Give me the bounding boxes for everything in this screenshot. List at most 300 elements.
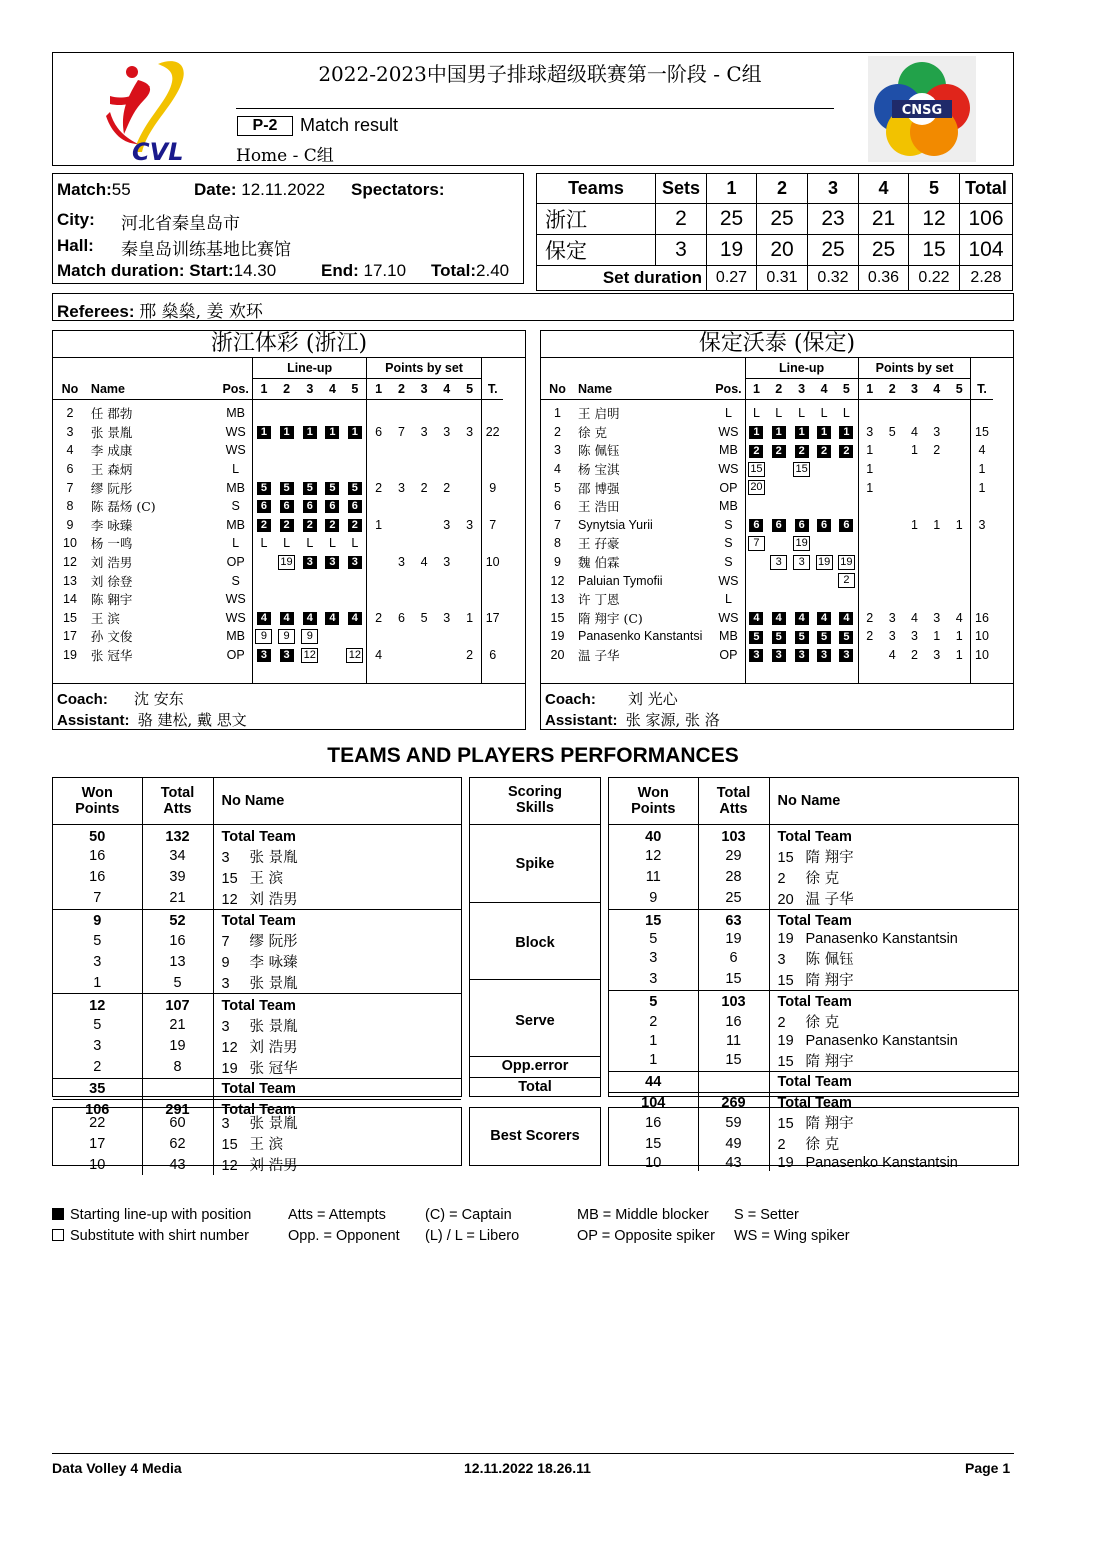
- lineup-cell: [813, 441, 835, 460]
- total-attempts: 107: [142, 994, 213, 1015]
- won-points: 40: [645, 828, 662, 845]
- lineup-cell: [253, 534, 275, 553]
- lineup-cell: [813, 516, 835, 535]
- set-points: [367, 627, 390, 646]
- player-name-cell: [213, 930, 461, 951]
- player-number: 6: [66, 462, 74, 477]
- set-points: [925, 534, 948, 553]
- away-atts-header-2: Atts: [719, 801, 748, 817]
- set-points: 3: [466, 517, 474, 532]
- total-attempts: 63: [698, 909, 769, 930]
- referees-names: 邢 燊燊, 姜 欢环: [139, 302, 263, 322]
- lineup-cell: [813, 534, 835, 553]
- lineup-cell: [835, 460, 858, 479]
- lineup-cell: [790, 553, 813, 572]
- set-points: [435, 441, 458, 460]
- lineup-cell: [813, 627, 835, 646]
- home-coach-label: Coach:: [57, 691, 108, 708]
- libero-marker: L: [798, 406, 806, 421]
- player-number: 15: [63, 610, 77, 625]
- lineup-cell: [298, 571, 321, 590]
- lineup-cell: [790, 609, 813, 628]
- starting-position-marker: 6: [772, 519, 786, 532]
- player-name-cell: [769, 888, 1018, 910]
- player-name-cell: [213, 951, 461, 972]
- lineup-cell: [813, 400, 835, 423]
- player-stat-row: [53, 888, 461, 910]
- set-points: 3: [443, 555, 451, 570]
- lineup-cell: [745, 609, 767, 628]
- lineup-cell: [298, 497, 321, 516]
- lineup-cell: [275, 609, 298, 628]
- start-label: Start:: [189, 261, 234, 280]
- starting-position-marker: 2: [348, 519, 362, 532]
- lineup-cell: [298, 460, 321, 479]
- player-name: 徐 克: [805, 1015, 840, 1031]
- player-number: 19: [777, 930, 794, 947]
- set-points: [904, 590, 926, 609]
- won-points: 22: [89, 1114, 106, 1131]
- score-cell: 25: [808, 235, 859, 266]
- set-points: [367, 400, 390, 423]
- player-name-cell: [213, 1108, 461, 1133]
- set-points: 1: [933, 629, 941, 644]
- won-points: 17: [89, 1135, 106, 1152]
- player-row: [541, 590, 1013, 609]
- set-points: 1: [858, 460, 881, 479]
- player-number: 15: [777, 1116, 794, 1132]
- player-total: [971, 590, 993, 609]
- footer-page: Page 1: [965, 1460, 1011, 1476]
- player-name: Total Team: [777, 1094, 852, 1111]
- player-name-cell: [769, 969, 1018, 991]
- score-cell: 19: [707, 235, 757, 266]
- set-points: 1: [911, 517, 918, 532]
- won-points: 1: [93, 974, 102, 991]
- total-attempts: 21: [142, 888, 213, 910]
- player-total: 15: [971, 423, 993, 442]
- score-header: 1: [707, 174, 757, 204]
- skill-serve: Serve: [515, 1013, 555, 1029]
- player-name: 李 成康: [90, 443, 133, 459]
- total-attempts: 15: [698, 1050, 769, 1072]
- player-name: 邵 博强: [578, 480, 620, 496]
- starting-position-marker: 2: [280, 519, 294, 532]
- player-row: [53, 534, 525, 553]
- starting-position-marker: 6: [817, 519, 831, 532]
- player-number: 9: [221, 955, 230, 971]
- player-name: Total Team: [221, 1101, 296, 1118]
- starting-position-marker: 6: [280, 500, 294, 513]
- set-points: [904, 571, 926, 590]
- end-time: 17.10: [363, 261, 407, 280]
- set-points: [413, 571, 435, 590]
- set-points: [458, 441, 481, 460]
- player-name-cell: [213, 1078, 461, 1099]
- set-points: 3: [888, 629, 896, 644]
- lineup-cell: [253, 571, 275, 590]
- player-position: MB: [719, 443, 738, 458]
- set-points: 3: [443, 424, 451, 439]
- player-stat-row: [609, 930, 1018, 948]
- player-name: Total Team: [221, 1080, 296, 1097]
- score-header: Teams: [537, 174, 656, 204]
- player-total: 4: [971, 441, 993, 460]
- player-row: [53, 646, 525, 665]
- player-number: 6: [554, 499, 561, 514]
- player-name: 王 启明: [578, 406, 620, 422]
- total-duration: 2.40: [476, 261, 510, 280]
- lineup-cell: [767, 646, 790, 665]
- player-name-cell: [769, 867, 1018, 888]
- player-position: OP: [719, 480, 738, 495]
- won-points: 5: [93, 1017, 102, 1033]
- player-name: 张 景胤: [249, 849, 298, 866]
- match-number: 55: [111, 180, 131, 199]
- player-name: 刘 浩男: [90, 555, 133, 571]
- set-points: 3: [466, 424, 474, 439]
- lineup-cell: [321, 571, 343, 590]
- player-row: [53, 609, 525, 628]
- total-attempts: 21: [142, 1015, 213, 1036]
- lineup-cell: [321, 441, 343, 460]
- set-points: [390, 646, 413, 665]
- set-points: [904, 534, 926, 553]
- set-points: [458, 478, 481, 497]
- player-stat-row: [53, 930, 461, 951]
- substitute-marker: 20: [748, 480, 765, 495]
- set-points: 1: [955, 629, 963, 644]
- player-name-cell: [769, 1071, 1018, 1092]
- player-number: 20: [550, 648, 565, 663]
- lineup-cell: [835, 571, 858, 590]
- player-row: [53, 460, 525, 479]
- footer-divider: [52, 1453, 1014, 1454]
- set-points: [435, 590, 458, 609]
- score-cell: 25: [757, 204, 808, 235]
- score-cell: 3: [656, 235, 707, 266]
- starting-position-marker: 6: [348, 500, 362, 513]
- player-position: MB: [719, 499, 738, 514]
- end-label: End:: [321, 261, 359, 280]
- set-points: [390, 590, 413, 609]
- starting-position-marker: 5: [772, 631, 786, 644]
- lineup-header: Line-up: [745, 358, 858, 379]
- starting-position-marker: 1: [280, 426, 294, 439]
- set-duration: 0.32: [808, 266, 859, 291]
- set-points: [948, 590, 971, 609]
- away-won-header-2: Points: [631, 801, 676, 817]
- match-info-box: [52, 173, 524, 284]
- player-number: 15: [550, 610, 565, 625]
- player-name: 陈 磊炀 (C): [90, 499, 156, 515]
- lineup-cell: [275, 441, 298, 460]
- won-points: 1: [649, 1032, 658, 1049]
- score-header: Total: [960, 174, 1013, 204]
- score-cell: 106: [960, 204, 1013, 235]
- player-number: 7: [66, 480, 74, 495]
- player-number: 17: [63, 629, 77, 644]
- lineup-cell: [321, 423, 343, 442]
- player-name: Synytsia Yurii: [578, 517, 653, 532]
- starting-position-marker: 5: [749, 631, 763, 644]
- scoring-skills-column: [469, 777, 601, 1097]
- starting-position-marker: 1: [303, 426, 317, 439]
- score-header: 5: [909, 174, 960, 204]
- set-points: 2: [933, 443, 941, 458]
- city-label: City:: [57, 210, 95, 229]
- lineup-cell: [835, 627, 858, 646]
- player-number: 19: [221, 1060, 238, 1077]
- player-total: [971, 553, 993, 572]
- pos-header: Pos.: [219, 379, 252, 400]
- player-total: [481, 590, 503, 609]
- total-attempts: 16: [698, 1011, 769, 1032]
- player-row: [53, 478, 525, 497]
- won-points: 5: [649, 930, 658, 947]
- no-header: No: [541, 379, 574, 400]
- score-header: 3: [808, 174, 859, 204]
- home-best-scorers: [52, 1107, 462, 1174]
- lineup-cell: [343, 553, 366, 572]
- player-name: 张 景胤: [249, 1018, 298, 1035]
- player-name: 王 滨: [249, 1137, 284, 1153]
- lineup-cell: [321, 400, 343, 423]
- won-points: 50: [89, 828, 106, 845]
- set-points: 5: [420, 610, 428, 625]
- lineup-cell: [253, 590, 275, 609]
- lineup-cell: [253, 627, 275, 646]
- set-points: 6: [367, 423, 390, 442]
- starting-position-marker: 1: [257, 426, 271, 439]
- lineup-cell: [343, 646, 366, 665]
- away-name-header: No Name: [769, 778, 1018, 825]
- home-name-header: No Name: [213, 778, 461, 825]
- score-cell: 2: [656, 204, 707, 235]
- lineup-cell: [275, 590, 298, 609]
- starting-position-marker: 2: [749, 445, 763, 458]
- player-number: 3: [221, 1018, 230, 1035]
- player-name: 王 滨: [90, 610, 120, 626]
- player-row: [53, 590, 525, 609]
- player-name-cell: [213, 1057, 461, 1079]
- footer-source: Data Volley 4 Media: [52, 1460, 182, 1476]
- player-number: 13: [550, 592, 565, 607]
- player-position: S: [231, 499, 240, 514]
- lineup-cell: [253, 423, 275, 442]
- player-name-cell: [769, 1011, 1018, 1032]
- player-name-cell: [769, 846, 1018, 867]
- player-total: 6: [481, 646, 503, 665]
- set-points: [948, 534, 971, 553]
- home-atts-header-2: Atts: [163, 801, 192, 817]
- player-position: MB: [226, 480, 246, 495]
- set-points: [904, 553, 926, 572]
- starting-position-marker: 4: [839, 612, 853, 625]
- player-name: 刘 浩男: [249, 1039, 298, 1056]
- player-total: [481, 497, 503, 516]
- total-header: T.: [971, 379, 993, 400]
- team-total-row: [609, 1071, 1018, 1092]
- player-number: 15: [777, 972, 794, 989]
- match-label: Match:: [57, 180, 112, 199]
- set-points: [858, 646, 881, 665]
- total-attempts: 132: [142, 825, 213, 846]
- name-header: Name: [87, 379, 219, 400]
- starting-position-marker: 1: [749, 426, 763, 439]
- player-total: [971, 534, 993, 553]
- score-cell: 25: [707, 204, 757, 235]
- lineup-cell: [298, 423, 321, 442]
- starting-position-marker: 2: [772, 445, 786, 458]
- lineup-cell: [275, 497, 298, 516]
- set-points: [367, 460, 390, 479]
- player-name-cell: [769, 825, 1018, 846]
- player-name: Total Team: [221, 828, 296, 845]
- set-points: [435, 400, 458, 423]
- lineup-cell: [298, 553, 321, 572]
- player-number: 3: [777, 951, 786, 968]
- lineup-cell: [253, 478, 275, 497]
- player-name: Panasenko Kanstantsin: [805, 1154, 958, 1171]
- lineup-cell: [813, 609, 835, 628]
- legend-opp: Opp. = Opponent: [288, 1228, 400, 1244]
- away-won-header-1: Won: [637, 785, 669, 801]
- won-points: 5: [609, 990, 698, 1011]
- player-number: 20: [777, 891, 794, 908]
- lineup-cell: [745, 590, 767, 609]
- set-points: [948, 571, 971, 590]
- player-total: [971, 571, 993, 590]
- name-header: Name: [574, 379, 712, 400]
- legend-mb: MB = Middle blocker: [577, 1207, 709, 1223]
- set-points: [925, 590, 948, 609]
- player-total: [971, 497, 993, 516]
- won-points: 16: [89, 848, 106, 864]
- player-name: 张 景胤: [249, 976, 298, 992]
- libero-marker: L: [283, 536, 291, 551]
- player-position: S: [231, 573, 240, 588]
- player-number: 15: [777, 1053, 794, 1070]
- lineup-cell: [745, 441, 767, 460]
- total-attempts: 13: [142, 951, 213, 972]
- set-points: 3: [397, 555, 405, 570]
- player-total: 1: [971, 460, 993, 479]
- set-points: 5: [888, 424, 896, 439]
- player-total: 10: [481, 553, 503, 572]
- player-total: 9: [481, 478, 503, 497]
- duration-label: Match duration:: [57, 261, 185, 280]
- player-name-cell: [769, 1050, 1018, 1072]
- total-attempts: [142, 1078, 213, 1099]
- player-number: 19: [777, 1154, 794, 1171]
- player-name-cell: [213, 1015, 461, 1036]
- starting-position-marker: 2: [325, 519, 339, 532]
- set-points: 2: [911, 648, 918, 663]
- starting-position-marker: 2: [795, 445, 809, 458]
- home-roster-divider: [53, 683, 525, 684]
- player-total: [481, 534, 503, 553]
- set-points: [948, 478, 971, 497]
- lineup-cell: [835, 609, 858, 628]
- player-name: Total Team: [777, 994, 852, 1011]
- set-points: [390, 516, 413, 535]
- player-number: 19: [777, 1032, 794, 1049]
- skill-opp-error: Opp.error: [501, 1058, 569, 1074]
- lineup-cell: [835, 553, 858, 572]
- set-points: [367, 553, 390, 572]
- set-points: [435, 571, 458, 590]
- player-row: [53, 516, 525, 535]
- legend-substitute: Substitute with shirt number: [70, 1228, 249, 1244]
- player-number: 3: [221, 976, 230, 992]
- player-row: [541, 627, 1013, 646]
- player-name-cell: [213, 909, 461, 930]
- team-total-row: [53, 1078, 461, 1099]
- set-number-header: 3: [413, 379, 435, 400]
- set-points: 3: [858, 423, 881, 442]
- lineup-cell: [253, 646, 275, 665]
- team-total-row: [53, 909, 461, 930]
- won-points: 2: [649, 1013, 658, 1030]
- away-assistant: 张 家源, 张 洛: [625, 711, 720, 729]
- starting-position-marker: 4: [348, 612, 362, 625]
- player-number: 3: [66, 424, 74, 439]
- start-time: 14.30: [233, 261, 277, 280]
- player-row: [541, 534, 1013, 553]
- lineup-cell: [298, 646, 321, 665]
- set-points: 3: [911, 629, 918, 644]
- away-atts-header-1: Total: [716, 785, 751, 801]
- player-position: WS: [225, 443, 246, 458]
- legend-atts: Atts = Attempts: [288, 1207, 386, 1223]
- set-points: [948, 400, 971, 423]
- lineup-cell: [343, 400, 366, 423]
- score-cell: 23: [808, 204, 859, 235]
- set-points: [858, 553, 881, 572]
- total-attempts: 103: [698, 825, 769, 846]
- set-number-header: 3: [790, 379, 813, 400]
- set-points: [881, 571, 904, 590]
- set-number-header: 4: [321, 379, 343, 400]
- home-team-name: 浙江体彩 (浙江): [53, 331, 525, 358]
- performances-title: TEAMS AND PLAYERS PERFORMANCES: [327, 744, 739, 767]
- home-assistant: 骆 建松, 戴 思文: [137, 711, 247, 729]
- lineup-cell: [745, 400, 767, 423]
- legend-libero: (L) / L = Libero: [425, 1228, 520, 1244]
- player-position: MB: [226, 629, 246, 644]
- skill-total: Total: [518, 1079, 552, 1095]
- set-points: [435, 646, 458, 665]
- player-name: 李 咏臻: [249, 955, 298, 971]
- lineup-cell: [275, 400, 298, 423]
- lineup-cell: [790, 497, 813, 516]
- player-row: [53, 553, 525, 572]
- libero-marker: L: [752, 406, 760, 421]
- set-number-header: 1: [745, 379, 767, 400]
- won-points: 3: [93, 953, 102, 970]
- pos-header: Pos.: [712, 379, 745, 400]
- player-stat-row: [53, 867, 461, 888]
- substitute-marker: 12: [301, 648, 318, 663]
- lineup-cell: [321, 516, 343, 535]
- set-duration-label: Set duration: [537, 266, 707, 291]
- player-total: [971, 400, 993, 423]
- player-stat-row: [609, 1050, 1018, 1072]
- player-row: [541, 609, 1013, 628]
- won-points: 3: [93, 1038, 102, 1054]
- player-name: 缪 阮彤: [249, 934, 298, 950]
